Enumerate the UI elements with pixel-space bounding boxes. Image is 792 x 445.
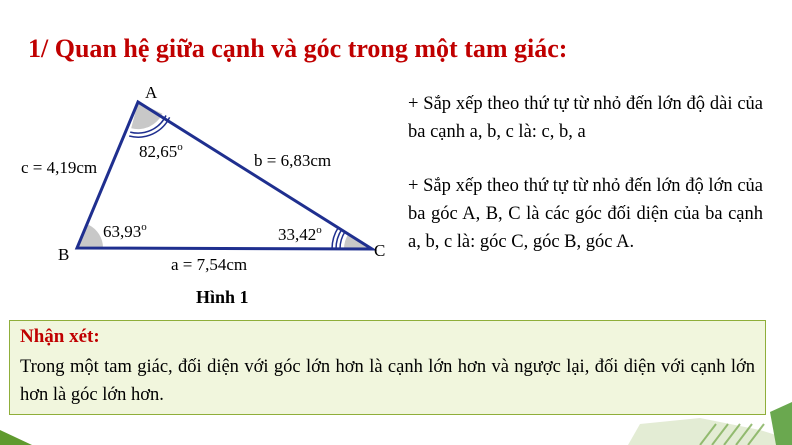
- angle-c-value: 33,42: [278, 225, 317, 244]
- vertex-a-label: A: [145, 83, 158, 102]
- angle-b-label: [103, 221, 147, 241]
- side-c-label: c = 4,19cm: [21, 158, 98, 177]
- vertex-c-label: C: [374, 241, 386, 260]
- angle-a-degree: o: [177, 141, 183, 153]
- angle-b-value: 63,93: [103, 222, 142, 241]
- angle-a-value: 82,65: [139, 142, 178, 161]
- statement-angles: + Sắp xếp theo thứ tự từ nhỏ đến lớn độ lớn của ba góc A, B, C là các góc đối diện của ba cạnh a, b, c là: góc C, góc B, góc A.: [408, 176, 763, 252]
- side-b-label: b = 6,83cm: [254, 151, 332, 170]
- angle-a-label: [139, 141, 183, 161]
- note-box: [9, 320, 766, 415]
- angle-c-degree: o: [316, 224, 322, 236]
- angle-c-label: [278, 224, 322, 244]
- figure-caption: Hình 1: [196, 287, 249, 307]
- angle-b-degree: o: [141, 221, 147, 233]
- page-title: 1/ Quan hệ giữa cạnh và góc trong một tam giác:: [28, 34, 568, 63]
- note-body: Trong một tam giác, đối diện với góc lớn hơn là cạnh lớn hơn và ngược lại, đối diện với cạnh lớn hơn là góc lớn hơn.: [20, 357, 755, 405]
- statement-sides: + Sắp xếp theo thứ tự từ nhỏ đến lớn độ dài của ba cạnh a, b, c là: c, b, a: [408, 94, 763, 142]
- side-a-label: a = 7,54cm: [171, 255, 248, 274]
- vertex-b-label: B: [58, 245, 70, 264]
- note-heading: Nhận xét:: [20, 326, 100, 347]
